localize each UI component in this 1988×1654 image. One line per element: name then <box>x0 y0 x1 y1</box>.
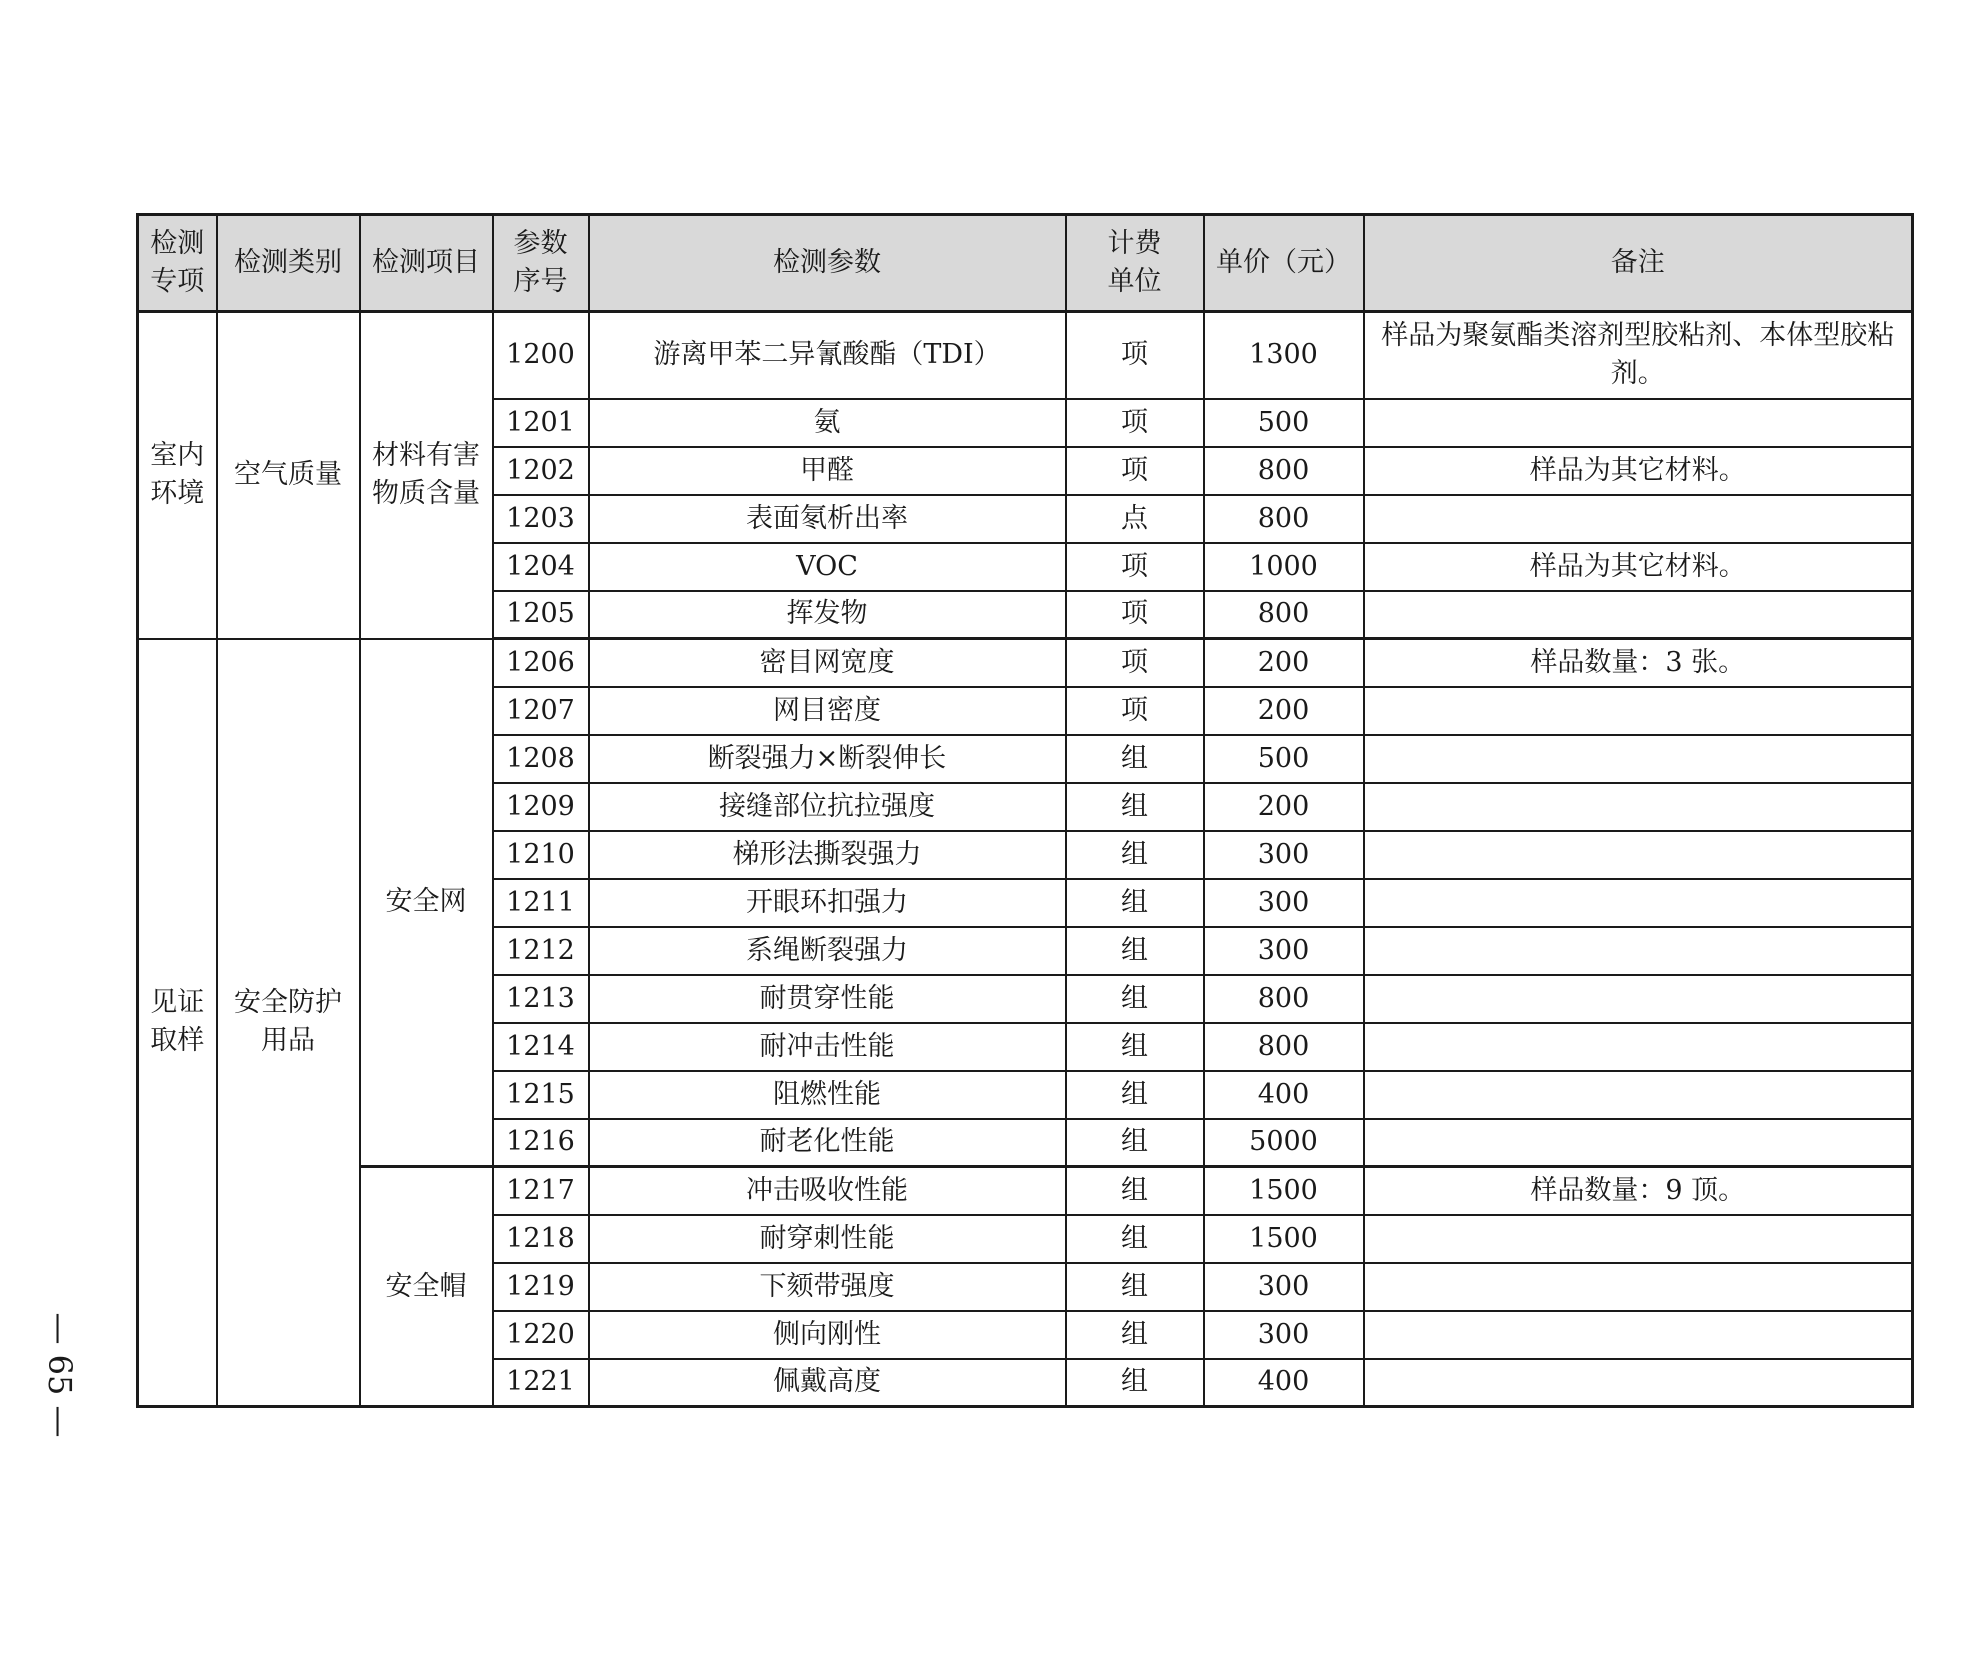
param-cell: 密目网宽度 <box>589 639 1066 687</box>
price-cell: 500 <box>1204 735 1364 783</box>
group-item-cell: 安全网 <box>360 639 493 1167</box>
table-row <box>138 639 1913 687</box>
unit-cell: 组 <box>1066 735 1204 783</box>
group-item-text: 材料有害 物质含量 <box>372 440 480 510</box>
param-cell: 下颏带强度 <box>589 1263 1066 1311</box>
header-item: 检测项目 <box>360 215 493 312</box>
price-cell: 1500 <box>1204 1215 1364 1263</box>
price-cell: 200 <box>1204 783 1364 831</box>
param-cell: 侧向刚性 <box>589 1311 1066 1359</box>
param-no-cell: 1221 <box>493 1359 589 1407</box>
note-cell <box>1364 687 1913 735</box>
param-no-cell: 1212 <box>493 927 589 975</box>
unit-cell: 组 <box>1066 1359 1204 1407</box>
price-cell: 300 <box>1204 831 1364 879</box>
unit-cell: 项 <box>1066 543 1204 591</box>
unit-cell: 组 <box>1066 927 1204 975</box>
param-cell: 挥发物 <box>589 591 1066 639</box>
header-category: 检测类别 <box>217 215 360 312</box>
header-note: 备注 <box>1364 215 1913 312</box>
param-cell: 阻燃性能 <box>589 1071 1066 1119</box>
header-unit-text: 计费 单位 <box>1107 228 1162 297</box>
unit-cell: 组 <box>1066 1071 1204 1119</box>
note-cell: 样品为其它材料。 <box>1364 543 1913 591</box>
note-cell <box>1364 1119 1913 1167</box>
price-cell: 1300 <box>1204 312 1364 399</box>
param-cell: 耐冲击性能 <box>589 1023 1066 1071</box>
param-cell: 甲醛 <box>589 447 1066 495</box>
param-no-cell: 1205 <box>493 591 589 639</box>
note-cell <box>1364 927 1913 975</box>
group-special-cell <box>138 312 217 639</box>
price-cell: 800 <box>1204 495 1364 543</box>
note-cell: 样品为其它材料。 <box>1364 447 1913 495</box>
param-cell: 接缝部位抗拉强度 <box>589 783 1066 831</box>
unit-cell: 组 <box>1066 1215 1204 1263</box>
unit-cell: 组 <box>1066 783 1204 831</box>
group-category-cell <box>217 639 360 1407</box>
unit-cell: 组 <box>1066 1263 1204 1311</box>
unit-cell: 组 <box>1066 1119 1204 1167</box>
unit-cell: 组 <box>1066 879 1204 927</box>
param-no-cell: 1216 <box>493 1119 589 1167</box>
note-cell <box>1364 975 1913 1023</box>
note-cell: 样品数量：9 顶。 <box>1364 1167 1913 1215</box>
unit-cell: 组 <box>1066 1023 1204 1071</box>
param-cell: 开眼环扣强力 <box>589 879 1066 927</box>
param-no-cell: 1201 <box>493 399 589 447</box>
param-cell: 耐老化性能 <box>589 1119 1066 1167</box>
header-param-no-text: 参数 序号 <box>513 228 568 297</box>
note-cell <box>1364 783 1913 831</box>
price-cell: 200 <box>1204 639 1364 687</box>
price-cell: 800 <box>1204 447 1364 495</box>
price-cell: 800 <box>1204 1023 1364 1071</box>
page-number: — 65 — <box>41 1312 79 1438</box>
header-special-text: 检测 专项 <box>150 228 205 297</box>
param-no-cell: 1206 <box>493 639 589 687</box>
table-row <box>138 312 1913 399</box>
group-special-cell <box>138 639 217 1407</box>
param-no-cell: 1200 <box>493 312 589 399</box>
price-cell: 300 <box>1204 879 1364 927</box>
param-cell: 耐贯穿性能 <box>589 975 1066 1023</box>
group-item-cell <box>360 312 493 639</box>
param-no-cell: 1211 <box>493 879 589 927</box>
param-no-cell: 1202 <box>493 447 589 495</box>
table-body <box>138 312 1913 1407</box>
price-cell: 300 <box>1204 1311 1364 1359</box>
price-cell: 5000 <box>1204 1119 1364 1167</box>
note-cell <box>1364 1263 1913 1311</box>
param-no-cell: 1213 <box>493 975 589 1023</box>
param-no-cell: 1207 <box>493 687 589 735</box>
price-cell: 1000 <box>1204 543 1364 591</box>
param-cell: 梯形法撕裂强力 <box>589 831 1066 879</box>
unit-cell: 点 <box>1066 495 1204 543</box>
param-cell: 网目密度 <box>589 687 1066 735</box>
param-cell: 系绳断裂强力 <box>589 927 1066 975</box>
note-cell <box>1364 1215 1913 1263</box>
param-cell: 断裂强力×断裂伸长 <box>589 735 1066 783</box>
param-no-cell: 1215 <box>493 1071 589 1119</box>
note-cell <box>1364 495 1913 543</box>
note-cell <box>1364 735 1913 783</box>
note-cell <box>1364 591 1913 639</box>
param-cell: 氨 <box>589 399 1066 447</box>
table-header <box>138 215 1913 312</box>
param-no-cell: 1220 <box>493 1311 589 1359</box>
group-item-cell: 安全帽 <box>360 1167 493 1407</box>
param-no-cell: 1208 <box>493 735 589 783</box>
group-special-text: 室内 环境 <box>150 440 205 510</box>
unit-cell: 项 <box>1066 687 1204 735</box>
note-cell <box>1364 1311 1913 1359</box>
unit-cell: 组 <box>1066 1311 1204 1359</box>
unit-cell: 项 <box>1066 312 1204 399</box>
param-cell: 佩戴高度 <box>589 1359 1066 1407</box>
price-cell: 800 <box>1204 975 1364 1023</box>
unit-cell: 组 <box>1066 1167 1204 1215</box>
unit-cell: 项 <box>1066 399 1204 447</box>
param-no-cell: 1214 <box>493 1023 589 1071</box>
price-cell: 200 <box>1204 687 1364 735</box>
param-cell: VOC <box>589 543 1066 591</box>
group-special-text: 见证 取样 <box>150 987 205 1057</box>
note-cell: 样品为聚氨酯类溶剂型胶粘剂、本体型胶粘剂。 <box>1364 312 1913 399</box>
param-no-cell: 1204 <box>493 543 589 591</box>
note-cell <box>1364 831 1913 879</box>
group-category-cell: 空气质量 <box>217 312 360 639</box>
price-cell: 400 <box>1204 1359 1364 1407</box>
header-unit <box>1066 215 1204 312</box>
price-cell: 300 <box>1204 1263 1364 1311</box>
price-cell: 300 <box>1204 927 1364 975</box>
price-cell: 1500 <box>1204 1167 1364 1215</box>
param-cell: 冲击吸收性能 <box>589 1167 1066 1215</box>
unit-cell: 项 <box>1066 639 1204 687</box>
note-cell <box>1364 1071 1913 1119</box>
param-cell: 表面氡析出率 <box>589 495 1066 543</box>
price-cell: 800 <box>1204 591 1364 639</box>
param-no-cell: 1217 <box>493 1167 589 1215</box>
note-cell: 样品数量：3 张。 <box>1364 639 1913 687</box>
note-cell <box>1364 879 1913 927</box>
header-param: 检测参数 <box>589 215 1066 312</box>
price-cell: 500 <box>1204 399 1364 447</box>
param-no-cell: 1210 <box>493 831 589 879</box>
header-price: 单价（元） <box>1204 215 1364 312</box>
fee-schedule-table <box>136 213 1914 1408</box>
param-no-cell: 1219 <box>493 1263 589 1311</box>
param-no-cell: 1203 <box>493 495 589 543</box>
group-category-text: 安全防护 用品 <box>234 987 342 1057</box>
unit-cell: 组 <box>1066 831 1204 879</box>
unit-cell: 项 <box>1066 591 1204 639</box>
unit-cell: 项 <box>1066 447 1204 495</box>
price-cell: 400 <box>1204 1071 1364 1119</box>
note-cell <box>1364 1023 1913 1071</box>
param-cell: 耐穿刺性能 <box>589 1215 1066 1263</box>
param-no-cell: 1209 <box>493 783 589 831</box>
header-param-no <box>493 215 589 312</box>
param-cell: 游离甲苯二异氰酸酯（TDI） <box>589 312 1066 399</box>
unit-cell: 组 <box>1066 975 1204 1023</box>
header-special <box>138 215 217 312</box>
table-row <box>138 1167 1913 1215</box>
param-no-cell: 1218 <box>493 1215 589 1263</box>
note-cell <box>1364 399 1913 447</box>
note-cell <box>1364 1359 1913 1407</box>
